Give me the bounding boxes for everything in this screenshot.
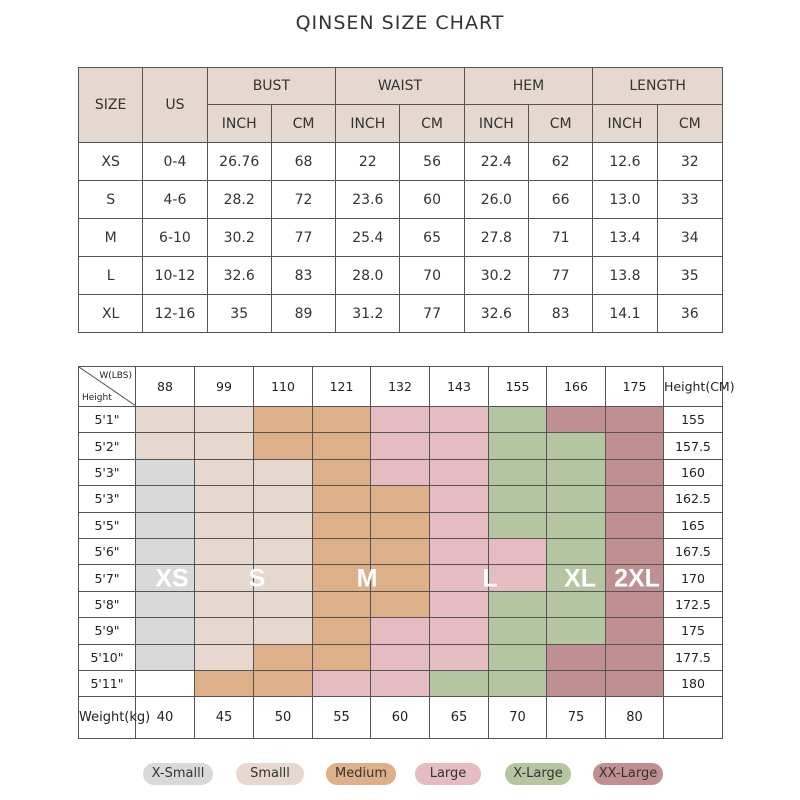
us-header: US xyxy=(143,68,207,143)
legend-pill: XX-Large xyxy=(593,763,663,785)
height-weight-chart xyxy=(78,366,735,739)
size-cell xyxy=(195,565,254,591)
size-cell xyxy=(430,486,489,512)
size-zone-label: 2XL xyxy=(614,564,660,593)
chart-row xyxy=(79,407,723,433)
height-ft-tick: 5'3" xyxy=(79,459,136,485)
legend xyxy=(0,763,800,787)
unit-cm-header: CM xyxy=(271,105,335,143)
height-ft-tick: 5'1" xyxy=(79,407,136,433)
waist-header: WAIST xyxy=(336,68,465,105)
size-cell xyxy=(371,459,430,485)
hem-header: HEM xyxy=(464,68,593,105)
unit-inch-header: INCH xyxy=(336,105,400,143)
weight-lbs-tick: 166 xyxy=(547,367,606,407)
table-cell: 26.76 xyxy=(207,143,271,181)
chart-header-row xyxy=(79,367,723,407)
size-cell xyxy=(254,644,313,670)
size-cell xyxy=(254,565,313,591)
weight-kg-tick: 65 xyxy=(430,697,489,739)
weight-kg-tick: 80 xyxy=(606,697,664,739)
size-cell xyxy=(195,644,254,670)
height-cm-tick: 155 xyxy=(664,407,723,433)
size-cell xyxy=(254,486,313,512)
height-cm-tick: 172.5 xyxy=(664,591,723,617)
size-cell xyxy=(606,670,664,696)
size-cell xyxy=(606,618,664,644)
table-cell: 22.4 xyxy=(464,143,528,181)
size-cell xyxy=(606,433,664,459)
height-ft-tick: 5'5" xyxy=(79,512,136,538)
size-cell xyxy=(313,512,371,538)
size-cell xyxy=(489,538,547,564)
height-cm-tick: 167.5 xyxy=(664,538,723,564)
table-cell: M xyxy=(79,219,143,257)
size-cell xyxy=(371,538,430,564)
weight-lbs-tick: 121 xyxy=(313,367,371,407)
size-cell xyxy=(430,670,489,696)
weight-kg-tick: 60 xyxy=(371,697,430,739)
unit-cm-header: CM xyxy=(529,105,593,143)
weight-kg-tick: 40 xyxy=(136,697,195,739)
size-cell xyxy=(547,591,606,617)
size-cell xyxy=(489,565,547,591)
table-row xyxy=(79,143,723,181)
table-cell: 66 xyxy=(529,181,593,219)
size-cell xyxy=(547,565,606,591)
chart-row xyxy=(79,459,723,485)
height-cm-tick: 165 xyxy=(664,512,723,538)
size-cell xyxy=(606,565,664,591)
size-cell xyxy=(547,407,606,433)
table-cell: 13.0 xyxy=(593,181,657,219)
table-cell: 62 xyxy=(529,143,593,181)
table-cell: 77 xyxy=(529,257,593,295)
size-cell xyxy=(195,591,254,617)
size-cell xyxy=(313,459,371,485)
table-cell: 89 xyxy=(271,295,335,333)
size-cell xyxy=(136,459,195,485)
table-cell: 13.8 xyxy=(593,257,657,295)
size-cell xyxy=(547,459,606,485)
corner-height-label: Height xyxy=(82,393,112,403)
size-cell xyxy=(430,459,489,485)
height-ft-tick: 5'11" xyxy=(79,670,136,696)
size-cell xyxy=(606,459,664,485)
size-cell xyxy=(547,670,606,696)
table-cell: 72 xyxy=(271,181,335,219)
bust-header: BUST xyxy=(207,68,336,105)
size-cell xyxy=(254,618,313,644)
size-cell xyxy=(371,565,430,591)
height-ft-tick: 5'8" xyxy=(79,591,136,617)
table-row xyxy=(79,295,723,333)
table-cell: XL xyxy=(79,295,143,333)
size-cell xyxy=(606,407,664,433)
height-cm-header: Height(CM) xyxy=(664,367,723,407)
table-cell: 83 xyxy=(529,295,593,333)
size-cell xyxy=(195,486,254,512)
table-cell: 26.0 xyxy=(464,181,528,219)
weight-kg-tick: 55 xyxy=(313,697,371,739)
size-cell xyxy=(547,433,606,459)
size-cell xyxy=(547,644,606,670)
weight-lbs-tick: 88 xyxy=(136,367,195,407)
height-cm-tick: 177.5 xyxy=(664,644,723,670)
size-cell xyxy=(136,644,195,670)
height-cm-tick: 157.5 xyxy=(664,433,723,459)
height-cm-tick: 180 xyxy=(664,670,723,696)
size-cell xyxy=(195,407,254,433)
size-cell xyxy=(195,538,254,564)
table-cell: 28.0 xyxy=(336,257,400,295)
height-cm-tick: 170 xyxy=(664,565,723,591)
size-zone-label: XS xyxy=(155,564,189,593)
size-zone-label: XL xyxy=(564,564,596,593)
chart-row xyxy=(79,670,723,696)
weight-lbs-tick: 155 xyxy=(489,367,547,407)
length-header: LENGTH xyxy=(593,68,723,105)
size-cell xyxy=(489,591,547,617)
chart-row xyxy=(79,591,723,617)
size-cell xyxy=(371,433,430,459)
size-zone-label: S xyxy=(248,564,266,593)
table-cell: 32 xyxy=(657,143,722,181)
size-cell xyxy=(313,565,371,591)
size-cell xyxy=(254,459,313,485)
table-cell: 23.6 xyxy=(336,181,400,219)
size-cell xyxy=(547,538,606,564)
weight-kg-tick: 75 xyxy=(547,697,606,739)
size-cell xyxy=(136,433,195,459)
weight-kg-tick: 70 xyxy=(489,697,547,739)
size-cell xyxy=(254,512,313,538)
table-cell: 10-12 xyxy=(143,257,207,295)
size-cell xyxy=(547,486,606,512)
height-ft-tick: 5'10" xyxy=(79,644,136,670)
table-row xyxy=(79,219,723,257)
size-cell xyxy=(371,618,430,644)
unit-inch-header: INCH xyxy=(464,105,528,143)
table-cell: 77 xyxy=(271,219,335,257)
table-cell: 30.2 xyxy=(464,257,528,295)
chart-corner-cell xyxy=(79,367,136,407)
size-cell xyxy=(254,591,313,617)
size-cell xyxy=(547,512,606,538)
table-cell: XS xyxy=(79,143,143,181)
table-cell: 27.8 xyxy=(464,219,528,257)
size-cell xyxy=(195,459,254,485)
table-cell: 28.2 xyxy=(207,181,271,219)
chart-row xyxy=(79,433,723,459)
table-cell: 35 xyxy=(207,295,271,333)
height-cm-tick: 162.5 xyxy=(664,486,723,512)
size-cell xyxy=(430,538,489,564)
size-cell xyxy=(136,407,195,433)
page-title: QINSEN SIZE CHART xyxy=(295,12,505,34)
height-cm-tick: 175 xyxy=(664,618,723,644)
weight-lbs-tick: 110 xyxy=(254,367,313,407)
size-cell xyxy=(136,618,195,644)
size-cell xyxy=(313,407,371,433)
table-cell: 32.6 xyxy=(464,295,528,333)
size-cell xyxy=(371,407,430,433)
size-cell xyxy=(430,565,489,591)
height-ft-tick: 5'7" xyxy=(79,565,136,591)
size-cell xyxy=(371,670,430,696)
size-cell xyxy=(371,512,430,538)
size-cell xyxy=(547,618,606,644)
table-cell: 31.2 xyxy=(336,295,400,333)
table-cell: 70 xyxy=(400,257,464,295)
size-cell xyxy=(606,512,664,538)
height-ft-tick: 5'6" xyxy=(79,538,136,564)
size-cell xyxy=(254,433,313,459)
size-cell xyxy=(313,670,371,696)
height-cm-tick: 160 xyxy=(664,459,723,485)
footer-blank-cell xyxy=(664,697,723,739)
table-cell: 68 xyxy=(271,143,335,181)
size-cell xyxy=(489,407,547,433)
table-cell: 36 xyxy=(657,295,722,333)
size-cell xyxy=(313,618,371,644)
table-row xyxy=(79,257,723,295)
size-cell xyxy=(313,486,371,512)
size-cell xyxy=(313,538,371,564)
size-cell xyxy=(489,644,547,670)
table-cell: 32.6 xyxy=(207,257,271,295)
legend-pill: Medium xyxy=(326,763,396,785)
size-zone-label: M xyxy=(356,564,378,593)
table-cell: S xyxy=(79,181,143,219)
size-cell xyxy=(371,644,430,670)
size-cell xyxy=(195,618,254,644)
weight-lbs-tick: 132 xyxy=(371,367,430,407)
size-cell xyxy=(136,512,195,538)
size-cell xyxy=(254,407,313,433)
size-cell xyxy=(254,538,313,564)
corner-weight-label: W(LBS) xyxy=(99,371,132,381)
size-cell xyxy=(489,670,547,696)
table-cell: 12-16 xyxy=(143,295,207,333)
size-header: SIZE xyxy=(79,68,143,143)
chart-footer-row xyxy=(79,697,723,739)
size-cell xyxy=(606,538,664,564)
table-cell: 65 xyxy=(400,219,464,257)
table-cell: 14.1 xyxy=(593,295,657,333)
size-cell xyxy=(489,512,547,538)
size-cell xyxy=(430,644,489,670)
weight-lbs-tick: 99 xyxy=(195,367,254,407)
size-cell xyxy=(430,407,489,433)
size-cell xyxy=(195,670,254,696)
size-cell xyxy=(195,433,254,459)
chart-row xyxy=(79,644,723,670)
height-ft-tick: 5'3" xyxy=(79,486,136,512)
table-cell: L xyxy=(79,257,143,295)
size-cell xyxy=(606,591,664,617)
table-cell: 22 xyxy=(336,143,400,181)
size-table xyxy=(78,67,723,333)
weight-kg-label: Weight(kg) xyxy=(79,697,136,739)
legend-pill: X-Smalll xyxy=(143,763,213,785)
table-cell: 25.4 xyxy=(336,219,400,257)
weight-kg-tick: 50 xyxy=(254,697,313,739)
size-cell xyxy=(489,433,547,459)
table-cell: 33 xyxy=(657,181,722,219)
table-cell: 6-10 xyxy=(143,219,207,257)
chart-row xyxy=(79,512,723,538)
size-cell xyxy=(195,512,254,538)
size-cell xyxy=(136,538,195,564)
table-cell: 13.4 xyxy=(593,219,657,257)
size-cell xyxy=(136,670,195,696)
table-cell: 77 xyxy=(400,295,464,333)
weight-lbs-tick: 143 xyxy=(430,367,489,407)
size-cell xyxy=(371,486,430,512)
size-cell xyxy=(489,618,547,644)
size-cell xyxy=(254,670,313,696)
size-cell xyxy=(606,644,664,670)
chart-row xyxy=(79,486,723,512)
size-cell xyxy=(430,618,489,644)
table-cell: 35 xyxy=(657,257,722,295)
table-cell: 30.2 xyxy=(207,219,271,257)
chart-row xyxy=(79,618,723,644)
size-cell xyxy=(430,591,489,617)
legend-pill: X-Large xyxy=(505,763,571,785)
table-row xyxy=(79,181,723,219)
size-cell xyxy=(430,512,489,538)
legend-pill: Smalll xyxy=(236,763,304,785)
chart-row xyxy=(79,538,723,564)
legend-pill: Large xyxy=(415,763,481,785)
table-cell: 60 xyxy=(400,181,464,219)
unit-inch-header: INCH xyxy=(593,105,657,143)
height-ft-tick: 5'9" xyxy=(79,618,136,644)
unit-cm-header: CM xyxy=(657,105,722,143)
unit-cm-header: CM xyxy=(400,105,464,143)
table-cell: 0-4 xyxy=(143,143,207,181)
size-cell xyxy=(136,591,195,617)
weight-lbs-tick: 175 xyxy=(606,367,664,407)
weight-kg-tick: 45 xyxy=(195,697,254,739)
table-cell: 56 xyxy=(400,143,464,181)
table-cell: 83 xyxy=(271,257,335,295)
height-ft-tick: 5'2" xyxy=(79,433,136,459)
size-cell xyxy=(313,644,371,670)
size-cell xyxy=(371,591,430,617)
unit-inch-header: INCH xyxy=(207,105,271,143)
size-cell xyxy=(489,459,547,485)
size-cell xyxy=(313,591,371,617)
size-cell xyxy=(313,433,371,459)
table-cell: 4-6 xyxy=(143,181,207,219)
size-cell xyxy=(136,565,195,591)
size-zone-label: L xyxy=(482,564,498,593)
size-cell xyxy=(430,433,489,459)
size-cell xyxy=(606,486,664,512)
table-cell: 12.6 xyxy=(593,143,657,181)
chart-row xyxy=(79,565,723,591)
size-cell xyxy=(136,486,195,512)
table-cell: 71 xyxy=(529,219,593,257)
size-cell xyxy=(489,486,547,512)
table-cell: 34 xyxy=(657,219,722,257)
